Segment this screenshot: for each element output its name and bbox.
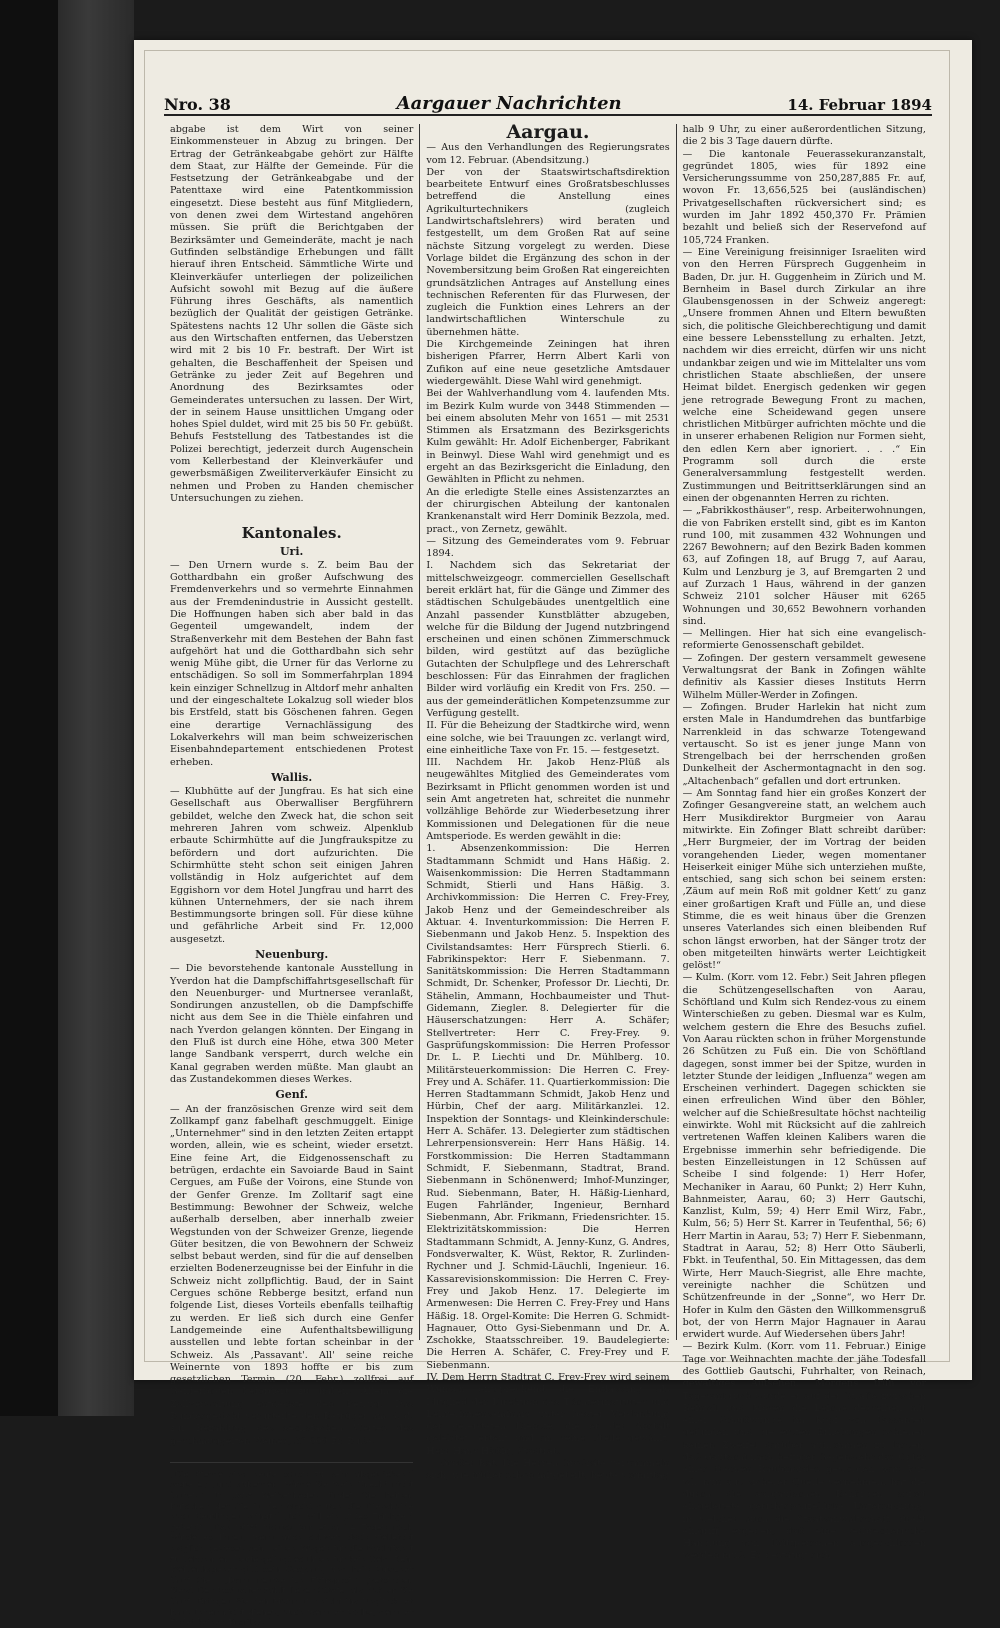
paragraph-abgabe: abgabe ist dem Wirt von seiner Einkommensteuer in Abzug zu bringen. Der Ertrag der Getränkeabgabe gehört zur Hälfte dem Staat, zur Hälfte der Gemeinde. Für die Festsetzung der Getränkeabgabe und der Patenttaxe wird eine Patentkommission eingesetzt. Diese besteht aus fünf Mitgliedern, von denen zwei dem Wirtestand angehören müssen. Sie prüft die Berichtgaben der Bezirksämter und Gemeinderäte, macht je nach Gutfinden selbständige Erhebungen und fällt hierauf ihren Entscheid. Sämmtliche Wirte und Kleinverkäufer unterliegen der polizeilichen Aufsicht sowohl mit Bezug auf die äußere Führung ihres Geschäfts, als namentlich bezüglich der Qualität der geistigen Getränke. Spätestens nachts 12 Uhr sollen die Gäste sich aus den Wirtschaften entfernen, das Ueberstzen wird mit 2 bis 10 Fr. bestraft. Der Wirt ist gehalten, die Beschaffenheit der Speisen und Getränke zu jeder Zeit auf Begehren und Anordnung des Bezirksamtes oder Gemeinderates untersuchen zu lassen. Der Wirt, der in seinem Hause unsittlichen Umgang oder hohes Spiel duldet, wird mit 25 bis 50 Fr. gebüßt. Behufs Feststellung des Tatbestandes ist die Polizei berechtigt, jederzeit durch Augenschein vom Kellerbestand der Kleinverkäufer und gewerbsmäßigen Zweiliterverkäufer Einsicht zu nehmen und Proben zu Handen chemischer Untersuchungen zu ziehen. <box>170 124 414 504</box>
paragraph-uri: — Den Urnern wurde s. Z. beim Bau der Gotthardbahn ein großer Aufschwung des Fremdenverkehrs und so vermehrte Einnahmen aus der Fremdenindustrie in Aussicht gestellt. Die Hoffnungen haben sich aber bald in das Gegenteil umgewandelt, indem der Straßenverkehr mit dem Bestehen der Bahn fast aufgehört hat und die Gotthardbahn sich sehr wenig Mühe gibt, die Urner für das Verlorne zu entschädigen. So soll im Sommerfahrplan 1894 kein einziger Schnellzug in Altdorf mehr anhalten und der eingeschaltete Lokalzug soll wieder blos bis Erstfeld, statt bis Göschenen fahren. Gegen eine derartige Vernachlässigung des Lokalverkehrs will man beim schweizerischen Eisenbahndepartement entschiedenen Protest erheben. <box>170 559 414 768</box>
issue-number: Nro. 38 <box>164 95 231 114</box>
commission-list: 1. Absenzenkommission: Die Herren Stadtammann Schmidt und Hans Häßig. 2. Waisenkommission: Die Herren Stadtammann Schmidt, Stierli und Hans Häßig. 3. Archivkommission: Die Herren C. Frey-Frey, Jakob Henz und der Gemeindeschreiber als Aktuar. 4. Inventurkommission: Die Herren F. Siebenmann und Jakob Henz. 5. Inspektion des Civilstandsamtes: Herr Fürsprech Stierli. 6. Fabrikinspektor: Herr F. Siebenmann. 7. Sanitätskommission: Die Herren Stadtammann Schmidt, Dr. Schenker, Professor Dr. Liechti, Dr. Stähelin, Ammann, Hochbaumeister und Thut-Gidemann, Ziegler. 8. Delegierter für die Häuserschatzungen: Herr A. Schäfer; Stellvertreter: Herr C. Frey-Frey. 9. Gasprüfungskommission: Die Herren Professor Dr. L. P. Liechti und Dr. Mühlberg. 10. Militärsteuerkommission: Die Herren C. Frey-Frey und A. Schäfer. 11. Quartierkommission: Die Herren Stadtammann Schmidt, Jakob Henz und Hürbin, Chef der aarg. Militärkanzlei. 12. Inspektion der Sonntags- und Kleinkinderschule: Herr A. Schäfer. 13. Delegierter zum städtischen Lehrerpensionsverein: Herr Hans Häßig. 14. Forstkommission: Die Herren Stadtammann Schmidt, F. Siebenmann, Stadtrat, Brand. Siebenmann in Schönenwerd; Imhof-Munzinger, Rud. Siebenmann, Bater, H. Häßig-Lienhard, Eugen Fahrländer, Ingenieur, Bernhard Siebenmann, Abr. Frikmann, Friedensrichter. 15. Elektrizitätskommission: Die Herren Stadtammann Schmidt, A. Jenny-Kunz, G. Andres, Fondsverwalter, K. Wüst, Rektor, R. Zurlinden-Rychner und J. Schmid-Läuchli, Ingenieur. 16. Kassarevisionskommission: Die Herren C. Frey-Frey und Jakob Henz. 17. Delegierte im Armenwesen: Die Herren C. Frey-Frey und Hans Häßig. 18. Orgel-Komite: Die Herren G. Schmidt-Hagnauer, Otto Gysi-Siebenmann und Dr. A. Zschokke, Staatsschreiber. 19. Baudelegierte: Die Herren A. Schäfer, C. Frey-Frey und F. Siebenmann. <box>426 843 670 1371</box>
paragraph-feuerassekuranz: — Die kantonale Feuerassekuranzanstalt, gegründet 1805, wies für 1892 eine Versicherungssumme von 250,287,885 Fr. auf, wovon Fr. 13,656,525 bei (ausländischen) Privatgesellschaften rückversichert sind; es wurden im Jahr 1892 450,370 Fr. Prämien bezahlt und beließ sich der Reservefond auf 105,724 Franken. <box>682 148 926 246</box>
column-1 <box>164 124 419 1628</box>
paragraph-bezirk-kulm: — Bezirk Kulm. (Korr. vom 11. Februar.) Einige Tage vor Weihnachten machte der jähe Todesfall des Gottlieb Gautschi, Fuhrhalter, von Reinach, gewaltiges Aufsehen. Morgens früh vor Tagesanbruch wurde er auf der Straße zwischen Beinwil und Mosen die Leiche desselben mit einer Schußwunde im Kopf von Passanten gefunden und die ersten Erhebungen schienen keinen Zweifel darüber aufkommen zu lassen, daß Gautschi nach heftiger Gegenwehr das Opfer eines frechen Raubmordes geworden war. Wie wir nun aus sicherer Quelle vernehmen, hat die durch die aargauischen Behörden sofort eingeleitete gerichtspolizeiliche Untersuchung, in welcher auch die Staatsanwaltschaft direkt eingriff, ergeben, daß eine verbrecherische Handlung von Drittpersonen ausgeschlossen werden muß. Es bestätigt sich <box>682 1341 926 1562</box>
text-columns <box>164 121 932 1628</box>
newspaper-page <box>134 40 972 1628</box>
paragraph-konzert: — Am Sonntag fand hier ein großes Konzert der Zofinger Gesangvereine statt, an welchem auch Herr Musikdirektor Burgmeier von Aarau mitwirkte. Ein Zofinger Blatt schreibt darüber: „Herr Burgmeier, der im Vortrag der beiden vorangehenden Lieder, wegen momentaner Heiserkeit einiger Mühe sich unterziehen mußte, entschied, sang sich schon bei seinem ersten: ‚Zäum auf mein Roß mit goldner Kett‘ zu ganz einer großartigen Kraft und Fülle an, und diese Stimme, die es weit hinaus über die Grenzen unseres Vaterlandes sich einen bleibenden Ruf schon längst erworben, hat der Sänger trotz der oben mitgeteilten hinwärts werter Leichtigkeit gelöst!“ <box>682 788 926 972</box>
column-2 <box>419 121 675 1482</box>
page-header <box>164 88 932 116</box>
paragraph-regierungsrat-heading: — Aus den Verhandlungen des Regierungsrates vom 12. Februar. (Abendsitzung.) <box>426 142 670 166</box>
subheading-genf: Genf. <box>275 1088 308 1102</box>
issue-date: 14. Februar 1894 <box>787 96 932 114</box>
paragraph-gemeinderat-2: II. Für die Beheizung der Stadtkirche wird, wenn eine solche, wie bei Trauungen zc. verlangt wird, eine einheitliche Taxe von Fr. 15. — festgesetzt. <box>426 720 670 756</box>
newspaper-title: Aargauer Nachrichten <box>396 93 622 114</box>
paragraph-gemeinderat-4: IV. Dem Herrn Stadtrat C. Frey-Frey wird seinem Wunsch entsprechend die Entlassung als Mitglied der Direktion des Töchterinstitutes und Lehrerinnenseminars unter bester Verdankung der geleisteten Dienste, die er der Anstalt geleistet, erteilt und an seine Stelle gewählt: Herr Hans Häßig, Stadtrat. <box>426 1371 670 1457</box>
paragraph-israeliten: — Eine Vereinigung freisinniger Israeliten wird von den Herren Fürsprech Guggenheim in Baden, Dr. jur. H. Guggenheim in Zürich und M. Bernheim in Basel durch Zirkular an ihre Glaubensgenossen in der Schweiz angeregt: „Unsere frommen Ahnen und Eltern bewußten sich, die politische Gleichberechtigung und damit eine bessere Lebensstellung zu erhalten. Jetzt, nachdem wir dies erreicht, dürfen wir uns nicht undankbar zeigen und wie im Mittelalter uns vom christlichen Staate abschließen, der unsere Heimat bildet. Energisch gedenken wir gegen jene retrograde Bewegung Front zu machen, welche eine Scheidewand gegen unsere christlichen Mitbürger aufrichten möchte und die in unserer erhabenen Religion nur Formen sieht, den edlen Kern aber ignoriert. . . .“ Ein Programm soll durch die erste Generalversammlung festgestellt werden. Zustimmungen und Beitrittserklärungen sind an einen der obgenannten Herren zu richten. <box>682 246 926 504</box>
paragraph-continuation: halb 9 Uhr, zu einer außerordentlichen Sitzung, die 2 bis 3 Tage dauern dürfte. <box>682 124 926 148</box>
subheading-wallis: Wallis. <box>271 770 313 784</box>
paragraph-kirchgemeinde: Die Kirchgemeinde Zeiningen hat ihren bisherigen Pfarrer, Herrn Albert Karli von Zufikon auf eine neue gesetzliche Amtsdauer wiedergewählt. Diese Wahl wird genehmigt. <box>426 339 670 387</box>
paragraph-zofingen-2: — Zofingen. Bruder Harlekin hat nicht zum ersten Male in Handumdrehen das buntfarbige Narrenkleid in das schwarze Totengewand vertauscht. So ist es jener junge Mann von Strengelbach bei der herrschenden großen Dunkelheit der Aschermontagnacht in den sog. „Altachenbach“ gefallen und dort ertrunken. <box>682 701 926 787</box>
paragraph-gemeinderat-heading: — Sitzung des Gemeinderates vom 9. Februar 1894. <box>426 535 670 560</box>
section-heading-kantonales: Kantonales. <box>241 524 342 543</box>
feuilleton-excerpt: „Die Pferde sind heute schon zu sehr abgetrieben,“ sagte er, „und außerdem würde Sie mein Knecht nicht fahren.“ In ganz Weibenhagen findet Sie keinen Kutscher, der Sie in der Nacht durch die Diebshaide nach Beutlingen bringt.“ „Ich will ein gutes Trinkgeld geben!“ „Das nützt nichts! Vor etwa 14 Tagen noch würde es Ihnen, wenn auch schwer, doch vielleicht möglich gewesen sein, einen Wagen für die Nachtfahrt zu bekommen, heute gelingt es Ihnen für kein Geld. Kein Weibenhagener gibt sein Gespann, und kein Kutscher fährt Sie.“ „Dann nehme ich Extrapost.“ „Versuchen Sie's! Der Posthalter zahlt lieber Strafe, als daß er Sie fährt. Bringen Sie den Mann nur nicht ins Unglück, er kann Ihnen nicht dienen, auch wenn er wollte, denn er findet keinen Postillon.“ <box>170 1462 413 1628</box>
section-heading-aargau: Aargau. <box>506 121 590 143</box>
book-spine <box>58 0 134 1416</box>
subheading-neuenburg: Neuenburg. <box>255 948 329 961</box>
paragraph-genf: — An der französischen Grenze wird seit dem Zollkampf ganz fabelhaft geschmuggelt. Einige „Unternehmer“ sind in den letzten Zeiten ertappt worden, allein, wie es scheint, wieder ersetzt. Eine feine Art, die Eidgenossenschaft zu betrügen, erdachte ein Savoiarde Baud in Saint Cergues, am Fuße der Voirons, eine Stunde von der Genfer Grenze. Im Zolltarif sagt eine Bestimmung: Bewohner der Schweiz, welche außerhalb derselben, aber innerhalb zweier Wegstunden von der Schweizer Grenze, liegende Güter besitzen, die von Bewohnern der Schweiz selbst bebaut werden, sind für die auf denselben erzielten Bodenerzeugnisse bei der Einfuhr in die Schweiz nicht zollpflichtig. Baud, der in Saint Cergues schöne Rebberge besitzt, erfand nun folgende List, dieses Vorteils ebenfalls teilhaftig zu werden. Er ließ sich durch eine Genfer Landgemeinde eine Aufenthaltsbewilligung ausstellen und lebte fortan scheinbar in der Schweiz. Als ‚Passavant'. All' seine reiche Weinernte von 1893 hoffte er bis zum gesetzlichen Termin (20. Febr.) zollfrei auf Genferboden befördert zu haben. Allein die Zollverwaltung entdeckte den Betrug. Das Bundesgericht verurteilte den Betrüger am 5. d. zur Bezahlung des sechsfachen Wertes des geschmuggelten Weines, 33,000 Fr. Buße. <box>170 1103 414 1447</box>
column-3 <box>676 124 932 1562</box>
paragraph-neuenburg: — Die bevorstehende kantonale Ausstellung in Yverdon hat die Dampfschiffahrtsgesellschaft für den Neuenburger- und Murtnersee veranlaßt, Sondirungen anzustellen, ob die Dampfschiffe nicht aus dem See in die Thièle einfahren und nach Yverdon gelangen könnten. Der Eingang in den Fluß ist durch eine Höhe, etwa 300 Meter lange Sandbank versperrt, durch welche ein Kanal gegraben werden müßte. Man glaubt an das Zustandekommen dieses Werkes. <box>170 963 414 1085</box>
paragraph-zofingen-1: — Zofingen. Der gestern versammelt gewesene Verwaltungsrat der Bank in Zofingen wählte definitiv als Kassier dieses Instituts Herrn Wilhelm Müller-Werder in Zofingen. <box>682 652 926 701</box>
paragraph-kulm: — Kulm. (Korr. vom 12. Febr.) Seit Jahren pflegen die Schützengesellschaften von Aarau, Schöftland und Kulm sich Rendez-vous zu einem Winterschießen zu geben. Diesmal war es Kulm, welchem gestern die Ehre des Besuchs zufiel. Von Aarau rückten schon in früher Morgenstunde 26 Schützen zu Fuß ein. Die von Schöftland dagegen, sonst immer bei der Spitze, wurden in letzter Stunde der leidigen „Influenza“ wegen am Erscheinen verhindert. Dagegen schickten sie einen erfreulichen Wind über den Böhler, welcher auf die Schießresultate höchst nachteilig einwirkte. Wohl mit Rücksicht auf die zahlreich vertretenen Waffen kleinen Kalibers waren die Ergebnisse immerhin sehr befriedigende. Die besten Einzelleistungen in 12 Schüssen auf Scheibe I sind folgende: 1) Herr Hofer, Mechaniker in Aarau, 60 Punkt; 2) Herr Kuhn, Bahnmeister, Aarau, 60; 3) Herr Gautschi, Kanzlist, Kulm, 59; 4) Herr Emil Wirz, Fabr., Kulm, 56; 5) Herr St. Karrer in Teufenthal, 56; 6) Herr Martin in Aarau, 53; 7) Herr F. Siebenmann, Stadtrat in Aarau, 52; 8) Herr Otto Säuberli, Fbkt. in Teufenthal, 50. Ein Mittagessen, das dem Wirte, Herr Mauch-Siegrist, alle Ehre machte, vereinigte nachher die Schützen und Schützenfreunde in der „Sonne“, wo Herr Dr. Hofer in Kulm den Gästen den Willkommensgruß bot, der von Herrn Major Hagnauer in Aarau erwidert wurde. Auf Wiedersehen übers Jahr! <box>682 972 926 1341</box>
book-binding <box>0 0 58 1416</box>
paragraph-mellingen: — Mellingen. Hier hat sich eine evangelisch-reformierte Genossenschaft gebildet. <box>682 628 926 652</box>
paragraph-regierungsrat: Der von der Staatswirtschaftsdirektion bearbeitete Entwurf eines Großratsbeschlusses betreffend die Anstellung eines Agrikulturtechnikers (zugleich Landwirtschaftslehrers) wird beraten und festgestellt, um dem Großen Rat auf seine nächste Sitzung vorgelegt zu werden. Diese Vorlage bildet die Ergänzung des schon in der Novembersitzung beim Großen Rat eingereichten grundsätzlichen Antrages auf Anstellung eines technischen Referenten für das Flurwesen, der zugleich die Funktion eines Lehrers an der landwirtschaftlichen Winterschule zu übernehmen hätte. <box>426 166 670 338</box>
paragraph-gemeinderat-1: I. Nachdem sich das Sekretariat der mittelschweizgeogr. commerciellen Gesellschaft bereit erklärt hat, für die Gänge und Zimmer des städtischen Schulgebäudes unentgeltlich eine Anzahl passender Kunstblätter abzugeben, welche für die Bildung der Jugend nutzbringend erscheinen und einen schönen Zimmerschmuck bilden, wird gestützt auf das bezügliche Gutachten der Schulpflege und des Lehrerschaft beschlossen: Für das Einrahmen der fraglichen Bilder wird vorläufig ein Kredit von Frs. 250. — aus der gemeinderätlichen Kompetenzsumme zur Verfügung gestellt. <box>426 560 670 719</box>
subheading-uri: Uri. <box>279 544 304 558</box>
paragraph-grosser-rat: — Großer Rat. Die Herren Großräte versammeln sich, wie früher schon mitgeteilt, heute vormittag <box>426 1458 670 1482</box>
paragraph-wallis: — Klubhütte auf der Jungfrau. Es hat sich eine Gesellschaft aus Oberwalliser Bergführern gebildet, welche den Zweck hat, die schon seit mehreren Jahren vom schweiz. Alpenklub erbaute Schirmhütte auf die Jungfraukspitze zu befördern und dort aufzurichten. Die Schirmhütte steht schon seit einigen Jahren vollständig in Holz aufgerichtet auf dem Eggishorn vor dem Hotel Jungfrau und harrt des kühnen Unternehmers, der sie nach ihrem Bestimmungsorte bringen soll. Für diese kühne und gefährliche Arbeit sind Fr. 12,000 ausgesetzt. <box>170 786 414 945</box>
paragraph-gemeinderat-3: III. Nachdem Hr. Jakob Henz-Plüß als neugewähltes Mitglied des Gemeinderates vom Bezirksamt in Pflicht genommen worden ist und sein Amt angetreten hat, schreitet die nunmehr vollzählige Behörde zur Wiederbesetzung ihrer Kommissionen und Delegationen für die neue Amtsperiode. Es werden gewählt in die: <box>426 757 670 842</box>
paragraph-wahl: Bei der Wahlverhandlung vom 4. laufenden Mts. im Bezirk Kulm wurde von 3448 Stimmenden — bei einem absoluten Mehr von 1651 — mit 2531 Stimmen als Ersatzmann des Bezirksgerichts Kulm gewählt: Hr. Adolf Eichenberger, Fabrikant in Beinwyl. Diese Wahl wird genehmigt und es ergeht an das Bezirksgericht die Einladung, den Gewählten in Pflicht zu nehmen. <box>426 388 670 486</box>
paragraph-fabrikkosthaeuser: — „Fabrikkosthäuser“, resp. Arbeiterwohnungen, die von Fabriken erstellt sind, gibt es im Kanton rund 100, mit zusammen 432 Wohnungen und 2267 Bewohnern; auf den Bezirk Baden kommen 63, auf Zofingen 18, auf Brugg 7, auf Aarau, Kulm und Lenzburg je 3, auf Bremgarten 2 und auf Zurzach 1 Haus, während in der ganzen Schweiz 2101 solcher Häuser mit 6265 Wohnungen und 30,652 Bewohnern vorhanden sind. <box>682 505 926 627</box>
paragraph-assistenzarzt: An die erledigte Stelle eines Assistenzarztes an der chirurgischen Abteilung der kantonalen Krankenanstalt wird Herr Dominik Bezzola, med. pract., von Zernetz, gewählt. <box>426 486 670 535</box>
